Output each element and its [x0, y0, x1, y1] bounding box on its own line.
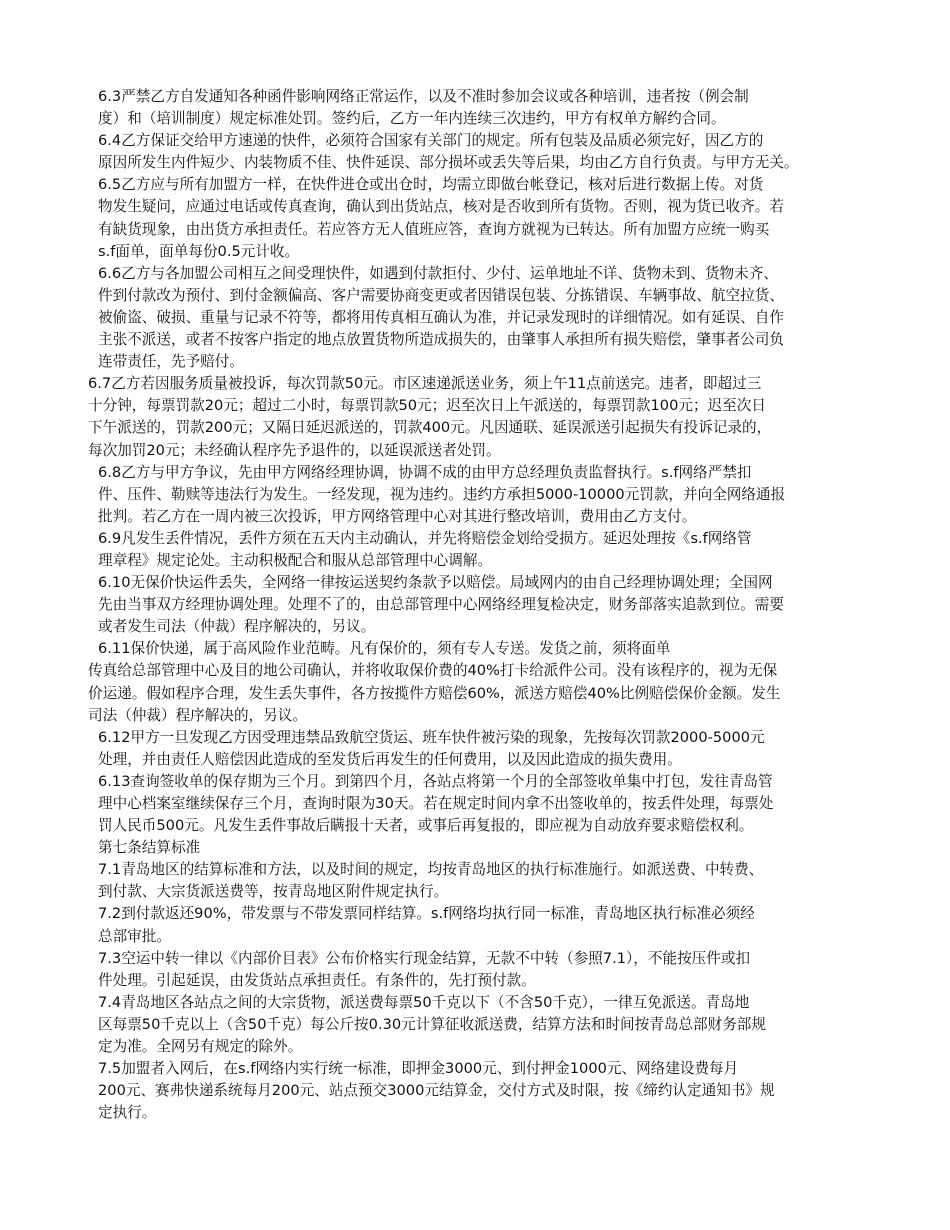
- text-line: 总部审批。: [98, 927, 171, 945]
- text-line: 6.11保价快递，属于高风险作业范畴。凡有保价的，须有专人专送。发货之前，须将面单: [98, 640, 671, 658]
- text-line: 定为准。全网另有规定的除外。: [98, 1038, 303, 1056]
- paragraph: [88, 660, 870, 726]
- text-line: 理章程》规定论处。主动积极配合和服从总部管理中心调解。: [98, 551, 493, 569]
- text-line: 度）和（培训制度）规定标准处罚。签约后，乙方一年内连续三次违约，甲方有权单方解约合同。: [98, 110, 726, 128]
- text-line: 6.6乙方与各加盟公司相互之间受理快件，如遇到付款拒付、少付、运单地址不详、货物未到、货物未齐、: [98, 264, 778, 282]
- text-line: 每次加罚20元；未经确认程序先予退件的，以延误派送者处罚。: [88, 441, 501, 459]
- paragraph: [88, 86, 870, 130]
- paragraph: [88, 263, 870, 373]
- text-line: 理中心档案室继续保存三个月，查询时限为30天。若在规定时间内拿不出签收单的，按丢件处理，每票处: [98, 795, 774, 812]
- text-line: 6.4乙方保证交给甲方速递的快件，必须符合国家有关部门的规定。所有包装及品质必须完好，因乙方的: [98, 132, 764, 150]
- text-line: 有缺货现象，由出货方承担责任。若应答方无人值班应答，查询方就视为已转达。所有加盟方应统一购买: [98, 220, 770, 238]
- paragraph: [88, 903, 870, 947]
- text-line: 6.12甲方一旦发现乙方因受理违禁品致航空货运、班车快件被污染的现象，先按每次罚款2000-5000元: [98, 728, 765, 746]
- text-line: 6.5乙方应与所有加盟方一样，在快件进仓或出仓时，均需立即做台帐登记，核对后进行数据上传。对货: [98, 176, 764, 194]
- paragraph: [88, 373, 870, 461]
- text-line: 件处理。引起延误，由发货站点承担责任。有条件的，先打预付款。: [98, 971, 536, 989]
- text-line: 定执行。: [98, 1104, 157, 1122]
- paragraph: [88, 130, 870, 174]
- text-line: 下午派送的，罚款200元；又隔日延迟派送的，罚款400元。凡因通联、延误派送引起损失有投诉记录的，: [88, 419, 772, 437]
- text-line: 6.9凡发生丢件情况，丢件方须在五天内主动确认，并先将赔偿金划给受损方。延迟处理按《s.f网络管: [98, 529, 752, 547]
- text-line: 主张不派送，或者不按客户指定的地点放置货物所造成损失的，由肇事人承担所有损失赔偿，肇事者公司负: [98, 331, 784, 349]
- text-line: 价运递。假如程序合理，发生丢失事件，各方按揽件方赔偿60%，派送方赔偿40%比例赔偿保价金额。发生: [88, 684, 781, 702]
- text-line: 传真给总部管理中心及目的地公司确认，并将收取保价费的40%打卡给派件公司。没有该程序的，视为无保: [88, 662, 778, 680]
- text-line: 司法（仲裁）程序解决的，另议。: [88, 706, 307, 724]
- text-line: 件、压件、勒赎等违法行为发生。一经发现，视为违约。违约方承担5000-10000元罚款，并向全网络通报: [98, 485, 786, 503]
- paragraph: [88, 948, 870, 992]
- text-line: 处理，并由责任人赔偿因此造成的至发货后再发生的任何费用，以及因此造成的损失费用。: [98, 750, 682, 768]
- text-line: 第七条结算标准: [98, 839, 201, 857]
- text-line: 区每票50千克以上（含50千克）每公斤按0.30元计算征收派送费，结算方法和时间按青岛总部财务部规: [98, 1015, 766, 1033]
- paragraph: [88, 771, 870, 837]
- paragraph: [88, 837, 870, 859]
- text-line: s.f面单，面单每份0.5元计收。: [98, 242, 300, 260]
- paragraph: [88, 638, 870, 660]
- text-line: 十分钟，每票罚款20元；超过二小时，每票罚款50元；迟至次日上午派送的，每票罚款100元；迟至次日: [88, 397, 766, 415]
- text-line: 6.3严禁乙方自发通知各种函件影响网络正常运作，以及不准时参加会议或各种培训，违者按（例会制: [98, 88, 749, 105]
- text-line: 罚人民币500元。凡发生丢件事故后瞒报十天者，或事后再复报的，即应视为自动放弃要求赔偿权利。: [98, 817, 754, 835]
- text-line: 7.5加盟者入网后，在s.f网络内实行统一标准，即押金3000元、到付押金1000元、网络建设费每月: [98, 1060, 739, 1078]
- text-line: 200元、赛弗快递系统每月200元、站点预交3000元结算金，交付方式及时限，按《缔约认定通知书》规: [98, 1082, 775, 1100]
- text-line: 6.13查询签收单的保存期为三个月。到第四个月，各站点将第一个月的全部签收单集中打包，发往青岛管: [98, 772, 773, 790]
- paragraph: [88, 992, 870, 1058]
- text-line: 到付款、大宗货派送费等，按青岛地区附件规定执行。: [98, 883, 449, 901]
- paragraph: [88, 174, 870, 262]
- paragraph: [88, 572, 870, 638]
- text-line: 或者发生司法（仲裁）程序解决的，另议。: [98, 618, 376, 636]
- text-line: 7.4青岛地区各站点之间的大宗货物，派送费每票50千克以下（不含50千克），一律互免派送。青岛地: [98, 993, 750, 1011]
- text-line: 6.8乙方与甲方争议，先由甲方网络经理协调，协调不成的由甲方总经理负责监督执行。s.f网络严禁扣: [98, 463, 752, 481]
- paragraph: [88, 462, 870, 528]
- paragraph: [88, 727, 870, 771]
- text-line: 先由当事双方经理协调处理。处理不了的，由总部管理中心网络经理复检决定，财务部落实追款到位。需要: [98, 596, 784, 614]
- paragraph: [88, 528, 870, 572]
- paragraph: [88, 859, 870, 903]
- text-line: 7.3空运中转一律以《内部价目表》公布价格实行现金结算，无款不中转（参照7.1），不能按压件或扣: [98, 949, 751, 967]
- text-line: 6.10无保价快运件丢失，全网络一律按运送契约条款予以赔偿。局域网内的由自己经理协调处理；全国网: [98, 574, 773, 592]
- text-line: 6.7乙方若因服务质量被投诉，每次罚款50元。市区速递派送业务，须上午11点前送完。违者，即超过三: [88, 375, 762, 393]
- text-line: 7.2到付款返还90%，带发票与不带发票同样结算。s.f网络均执行同一标准，青岛地区执行标准必须经: [98, 905, 755, 923]
- text-line: 物发生疑问，应通过电话或传真查询，确认到出货站点，核对是否收到所有货物。否则，视为货已收齐。若: [98, 198, 784, 216]
- paragraph: [88, 1058, 870, 1124]
- text-line: 被偷盗、破损、重量与记录不符等，都将用传真相互确认为准，并记录发现时的详细情况。如有延误、自作: [98, 308, 784, 326]
- text-line: 7.1青岛地区的结算标准和方法，以及时间的规定，均按青岛地区的执行标准施行。如派送费、中转费、: [98, 861, 764, 879]
- text-line: 件到付款改为预付、到付金额偏高、客户需要协商变更或者因错误包装、分拣错误、车辆事故、航空拉货、: [98, 286, 784, 304]
- text-line: 连带责任，先予赔付。: [98, 353, 244, 371]
- text-line: 批判。若乙方在一周内被三次投诉，甲方网络管理中心对其进行整改培训，费用由乙方支付。: [98, 507, 697, 525]
- text-line: 原因所发生内件短少、内装物质不佳、快件延误、部分损坏或丢失等后果，均由乙方自行负责。与甲方无关。: [98, 154, 799, 172]
